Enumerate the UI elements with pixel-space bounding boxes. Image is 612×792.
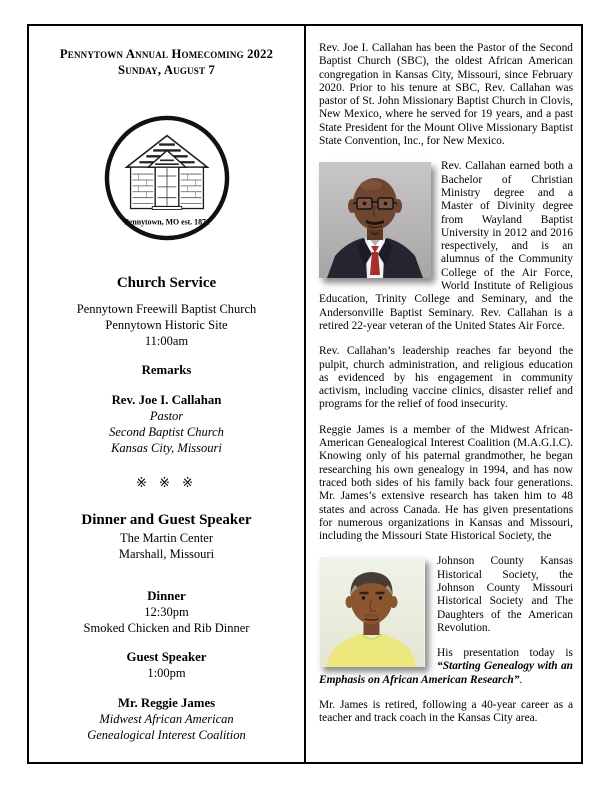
church-venue: Pennytown Freewill Baptist Church [76,302,257,316]
guest-speaker-time: 1:00pm [147,666,186,681]
dinner-venue-block [29,531,304,563]
james-bio-para1-continued: Johnson County Kansas Historical Society, the Johnson County Missouri Historical Society and The Daughters of the American Revolution. [437,555,573,634]
guest-speaker-label: Guest Speaker [126,650,207,665]
logo-caption: Pennytown, MO est. 1871 [123,217,210,227]
callahan-photo [319,162,431,278]
bio-column [306,26,581,762]
remarks-speaker-role: Pastor [149,408,184,423]
church-service-heading: Church Service [116,275,217,291]
james-bio-para1: Reggie James is a member of the Midwest African-American Genealogical Interest Coalition (M.A.G.I.C). Knowing only of his paternal grandmother, he began researching his own genealogy in 1994, and has now traced both sides of his family back four generations. Mr. James’s extensive research has taken him to 48 states and across Canada. He has given presentations for numerous organizations in Kansas and Missouri, including the Missouri State Historical Society, the [319,423,573,543]
church-site: Pennytown Historic Site [105,317,228,332]
guest-name-block [29,696,304,743]
remarks-heading: Remarks [141,363,192,378]
guest-name: Mr. Reggie James [117,695,216,710]
presentation-title-text: “Starting Genealogy with an Emphasis on African American Research” [319,660,573,686]
dinner-menu: Smoked Chicken and Rib Dinner [83,620,250,635]
dinner-label: Dinner [147,588,186,603]
callahan-bio-para3: Rev. Callahan’s leadership reaches far beyond the pulpit, church administration, and religious education as evidenced by his engagement in community activism, including vaccine clinics, disaster relief and programs for the relief of food insecurity. [319,345,573,411]
james-portrait-icon [319,557,425,667]
dinner-city: Marshall, Missouri [118,547,215,562]
remarks-speaker-church: Second Baptist Church [109,424,224,439]
callahan-bio-para2-block [319,160,573,333]
pennytown-seal-logo [103,114,231,242]
james-photo [319,557,425,667]
church-building-icon [103,114,231,242]
dinner-time-block [29,589,304,636]
guest-org-line1: Midwest African American [99,711,234,726]
presentation-period-text: . [519,673,523,686]
dinner-venue: The Martin Center [119,531,214,546]
remarks-speaker-block [29,393,304,456]
schedule-column [29,26,306,762]
dinner-time: 12:30pm [144,604,189,619]
program-title-line1: Pennytown Annual Homecoming 2022 [59,47,274,61]
program-page [27,24,583,764]
remarks-speaker-name: Rev. Joe I. Callahan [111,393,222,408]
callahan-portrait-icon [319,162,431,278]
program-title-line2: Sunday, August 7 [117,63,216,77]
remarks-speaker-city: Kansas City, Missouri [111,440,222,455]
section-separator-marks: ※ ※ ※ [136,476,197,492]
callahan-bio-para2: Rev. Callahan earned both a Bachelor of Christian Ministry degree and a Master of Divinity degree from Wayland Baptist University in 2012 and 2016 respectively, and is an alumnus of the Community College of the Air Force, World Institute of Religious Education, Trinity College and Seminary, and the Andersonville Baptist Seminary. Rev. Callahan is a retired 22-year veteran of the United States Air Force. [319,160,573,332]
dinner-heading: Dinner and Guest Speaker [81,512,252,529]
presentation-intro-text: His presentation today is [437,647,573,660]
church-time: 11:00am [144,333,189,348]
james-bio-final-para: Mr. James is retired, following a 40-year career as a teacher and track coach in the Kansas City area. [319,699,573,725]
church-service-details [29,302,304,349]
guest-speaker-block [29,650,304,682]
program-title [29,46,304,78]
guest-org-line2: Genealogical Interest Coalition [87,727,246,742]
james-bio-photo-block [319,555,573,687]
callahan-bio-para1: Rev. Joe I. Callahan has been the Pastor of the Second Baptist Church (SBC), the oldest African American congregation in Kansas City, Missouri, since February 2020. Prior to his tenure at SBC, Rev. Callahan was pastor of St. John Missionary Baptist Church in Clovis, New Mexico, where he served for 19 years, and a past State President for the Mount Olive Missionary Baptist State Convention, Inc., for New Mexico. [319,42,573,148]
